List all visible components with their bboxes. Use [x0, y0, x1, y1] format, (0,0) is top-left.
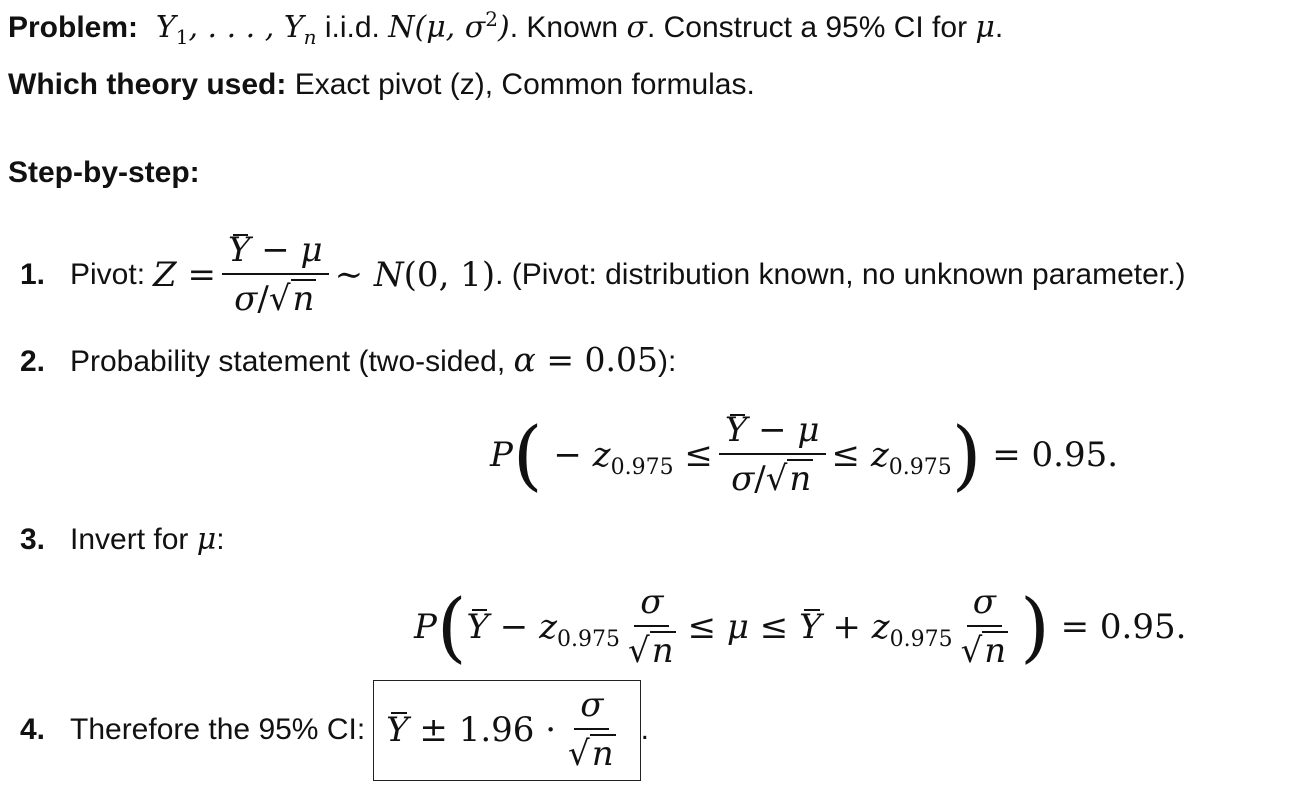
problem-line: Problem: $Y_1$, . . . , $Y_n$ i.i.d. N(μ, $\sigma^2$). Known σ. Construct a 95% CI for μ. — [8, 7, 1004, 49]
step-4-number: 4. — [20, 713, 46, 747]
pivot-distribution: ∼ N(0, 1) — [334, 255, 496, 296]
iid-text: i.i.d. — [324, 11, 380, 44]
problem-label: Problem: — [8, 11, 139, 44]
ci-result-box: Y ± 1.96 · $\frac{\sigma}{√n}$ — [373, 680, 640, 781]
known-text: . Known — [509, 11, 619, 44]
step-1-lead: Pivot: — [70, 258, 146, 292]
prob-fraction: $\frac{Y - \mu}{\sigma/√n}$ — [719, 412, 826, 499]
math-normal: N(μ, $\sigma^2$) — [388, 7, 510, 45]
step-2-tail: ): — [657, 345, 677, 378]
step-2-number: 2. — [20, 345, 46, 378]
math-sigma: σ — [626, 10, 647, 45]
step-3 — [20, 522, 225, 557]
inverted-equation: P ( Y − $z_{0.975}$ $\frac{\sigma}{√n}$ ≤ $\mu \le Y + z_{0.975}$ $\frac{\sigma}{√n}$ ) = 0.95. — [414, 582, 1187, 672]
pivot-fraction: $\frac{Y - \mu}{\sigma/√n}$ — [222, 232, 329, 319]
step-3-tail: : — [216, 523, 225, 556]
sigma-over-root-n-right: $\frac{\sigma}{√n}$ — [960, 582, 1007, 672]
probability-equation: P ( − $z_{0.975}$ ≤ $\frac{Y - \mu}{\sigma/√n}$ ≤ $z_{0.975}$ ) = 0.95. — [490, 410, 1119, 500]
math-sample: $Y_1$, . . . , $Y_n$ — [146, 10, 317, 49]
steps-heading: Step-by-step: — [8, 156, 200, 189]
theory-value: Exact pivot (z), Common formulas. — [294, 68, 755, 101]
step-3-lead: Invert for — [70, 523, 189, 556]
alpha-equation: α = 0.05 — [513, 340, 658, 379]
math-mu-step3: μ — [196, 522, 217, 557]
step-1 — [20, 232, 1185, 319]
sigma-over-root-n-left: $\frac{\sigma}{√n}$ — [628, 582, 674, 672]
theory-label: Which theory used: — [8, 68, 287, 101]
step-4-lead: Therefore the 95% CI: — [70, 713, 366, 747]
step-2 — [20, 340, 676, 379]
step-3-number: 3. — [20, 523, 46, 556]
construct-text: . Construct a 95% CI for — [646, 11, 968, 44]
step-2-lead: Probability statement (two-sided, — [70, 345, 506, 378]
theory-line — [8, 68, 755, 102]
math-mu: μ — [975, 10, 995, 45]
step-1-number: 1. — [20, 258, 46, 292]
ci-fraction: $\frac{\sigma}{√n}$ — [568, 685, 614, 775]
pivot-formula: Z = — [153, 255, 216, 296]
step-4: 4. Therefore the 95% CI: Y ± 1.96 · $\frac{\sigma}{√n}$ . — [20, 680, 649, 781]
step-1-note: . (Pivot: distribution known, no unknown parameter.) — [495, 258, 1186, 292]
